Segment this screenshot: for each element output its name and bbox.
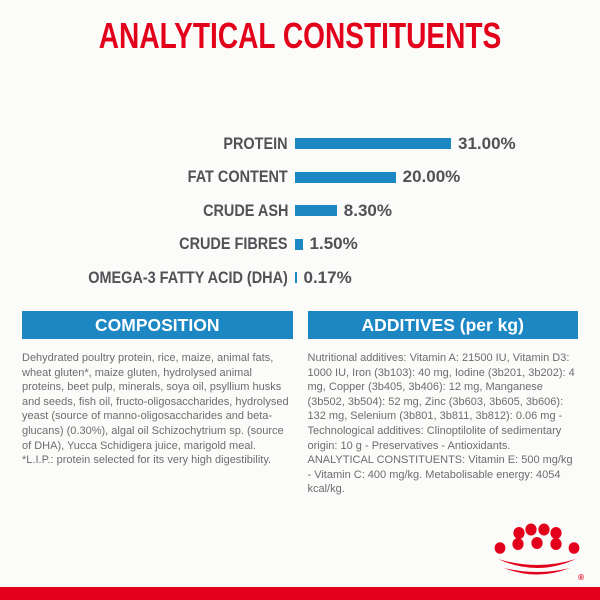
chart-bar — [295, 172, 396, 183]
additives-section — [308, 311, 579, 497]
chart-value-label: 8.30% — [343, 200, 392, 220]
composition-header: COMPOSITION — [22, 311, 293, 339]
additives-analytical-constituents: ANALYTICAL CONSTITUENTS: Vitamin E: 500 mg/kg - Vitamin C: 400 mg/kg. Metabolisable energy: 4054 kcal/kg. — [307, 454, 573, 496]
chart-row — [0, 127, 600, 161]
analytical-constituents-chart — [0, 127, 600, 295]
brand-footer-bar — [0, 587, 600, 600]
chart-category-label: CRUDE ASH — [202, 200, 288, 220]
chart-value-label: 0.17% — [303, 267, 352, 287]
page-title — [0, 16, 600, 56]
chart-value-label: 20.00% — [402, 167, 461, 187]
chart-bar — [295, 239, 303, 250]
page-title-text: ANALYTICAL CONSTITUENTS — [98, 15, 502, 56]
composition-section — [22, 311, 293, 497]
chart-bar — [295, 205, 337, 216]
chart-category-label: CRUDE FIBRES — [179, 234, 288, 254]
chart-category-label: OMEGA-3 FATTY ACID (DHA) — [88, 267, 288, 287]
chart-bar — [295, 272, 297, 283]
chart-value-label: 1.50% — [309, 234, 358, 254]
additives-body: Nutritional additives: Vitamin A: 21500 IU, Vitamin D3: 1000 IU, Iron (3b103): 40 mg, Iodine (3b201, 3b202): 4 mg, Copper (3b405, 3b406): 12 mg, Manganese (3b502, 3b504): 52 mg, Zinc (3b603, 3b605, 3b606): 132 mg, Selenium (3b801, 3b811, 3b812): 0.06 mg - Technological additives: Clinoptilolite of sedimentary origin: 10 g - Preservatives - Antioxidants. — [307, 352, 575, 452]
royal-canin-crown-icon — [493, 522, 581, 584]
chart-bar — [295, 138, 451, 149]
registered-trademark-symbol: ® — [578, 573, 584, 582]
composition-body: Dehydrated poultry protein, rice, maize, animal fats, wheat gluten*, maize gluten, hydrolysed animal proteins, beet pulp, minerals, soya oil, psyllium husks and seeds, fish oil, fructo-oligosaccharides, hydrolysed yeast (source of manno-oligosaccharides and beta-glucans) (0.30%), algal oil Schizochytrium sp. (source of DHA), Yucca Schidigera juice, marigold meal. — [22, 352, 289, 452]
chart-row — [0, 161, 600, 195]
chart-row — [0, 194, 600, 228]
additives-header: ADDITIVES (per kg) — [308, 311, 579, 339]
info-columns — [22, 311, 578, 497]
chart-category-label: FAT CONTENT — [187, 167, 288, 187]
chart-row — [0, 261, 600, 295]
chart-value-label: 31.00% — [458, 133, 516, 153]
chart-row — [0, 228, 600, 262]
composition-footnote: *L.I.P.: protein selected for its very high digestibility. — [22, 454, 272, 467]
royal-canin-logo — [493, 522, 584, 584]
chart-category-label: PROTEIN — [223, 133, 288, 153]
